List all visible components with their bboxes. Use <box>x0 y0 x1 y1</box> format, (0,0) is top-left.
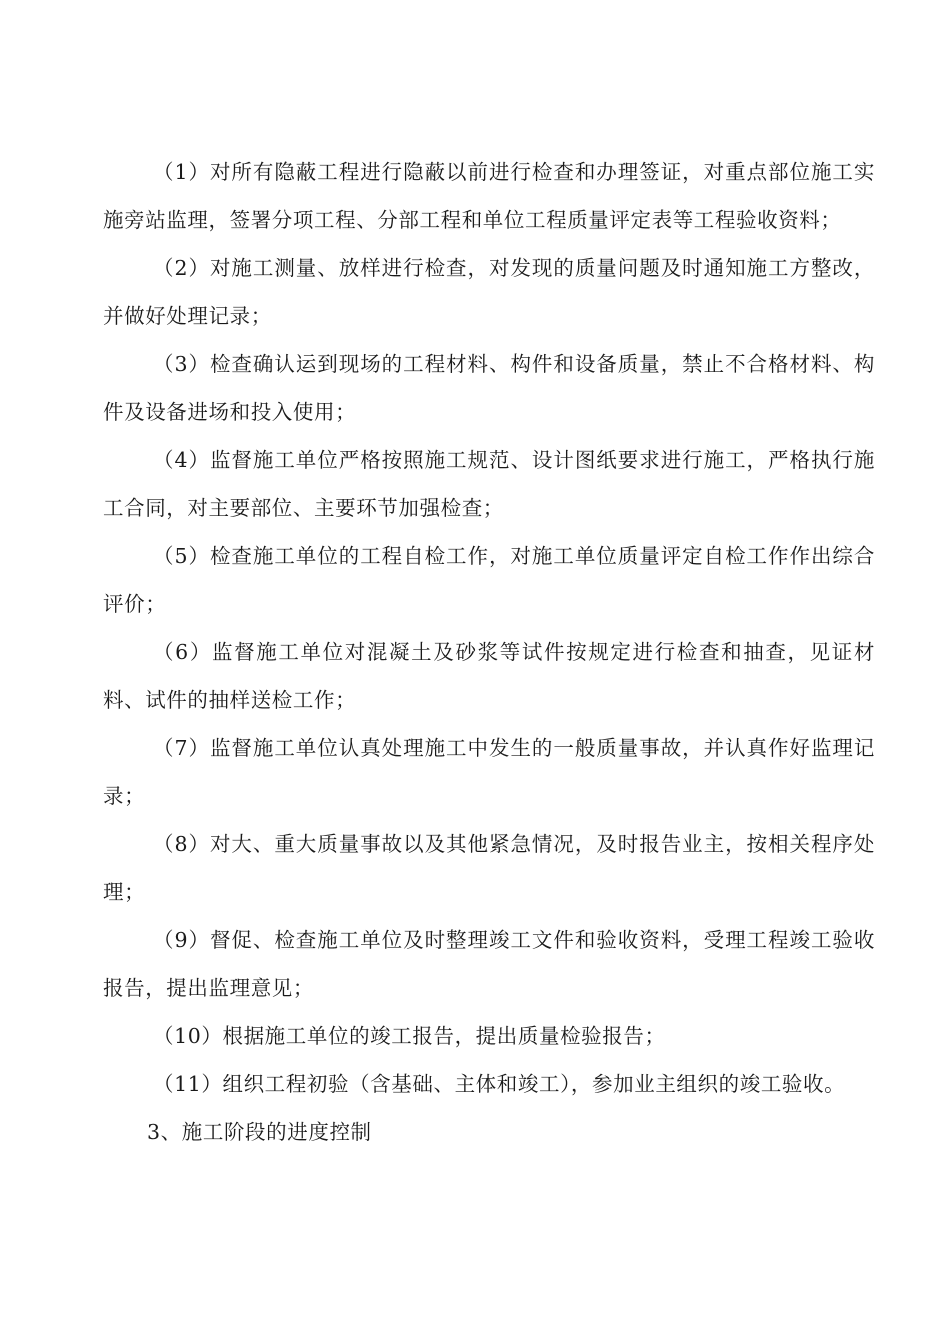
paragraph-item-8: （8）对大、重大质量事故以及其他紧急情况，及时报告业主，按相关程序处理； <box>103 832 875 904</box>
paragraph-item-6: （6）监督施工单位对混凝土及砂浆等试件按规定进行检查和抽查，见证材料、试件的抽样送检工作； <box>103 640 875 712</box>
paragraph-item-3: （3）检查确认运到现场的工程材料、构件和设备质量，禁止不合格材料、构件及设备进场和投入使用； <box>103 352 875 424</box>
paragraph-item-10: （10）根据施工单位的竣工报告，提出质量检验报告； <box>153 1024 666 1048</box>
document-body <box>103 148 875 1156</box>
paragraph-item-2: （2）对施工测量、放样进行检查，对发现的质量问题及时通知施工方整改，并做好处理记录； <box>103 256 875 328</box>
paragraph-item-1: （1）对所有隐蔽工程进行隐蔽以前进行检查和办理签证，对重点部位施工实施旁站监理，签署分项工程、分部工程和单位工程质量评定表等工程验收资料； <box>103 160 875 232</box>
paragraph-item-9: （9）督促、检查施工单位及时整理竣工文件和验收资料，受理工程竣工验收报告，提出监理意见； <box>103 928 875 1000</box>
section-heading: 3、施工阶段的进度控制 <box>147 1120 372 1144</box>
paragraph-item-4: （4）监督施工单位严格按照施工规范、设计图纸要求进行施工，严格执行施工合同，对主要部位、主要环节加强检查； <box>103 448 875 520</box>
paragraph-item-7: （7）监督施工单位认真处理施工中发生的一般质量事故，并认真作好监理记录； <box>103 736 875 808</box>
paragraph-item-5: （5）检查施工单位的工程自检工作，对施工单位质量评定自检工作作出综合评价； <box>103 544 875 616</box>
paragraph-item-11: （11）组织工程初验（含基础、主体和竣工），参加业主组织的竣工验收。 <box>153 1072 846 1096</box>
